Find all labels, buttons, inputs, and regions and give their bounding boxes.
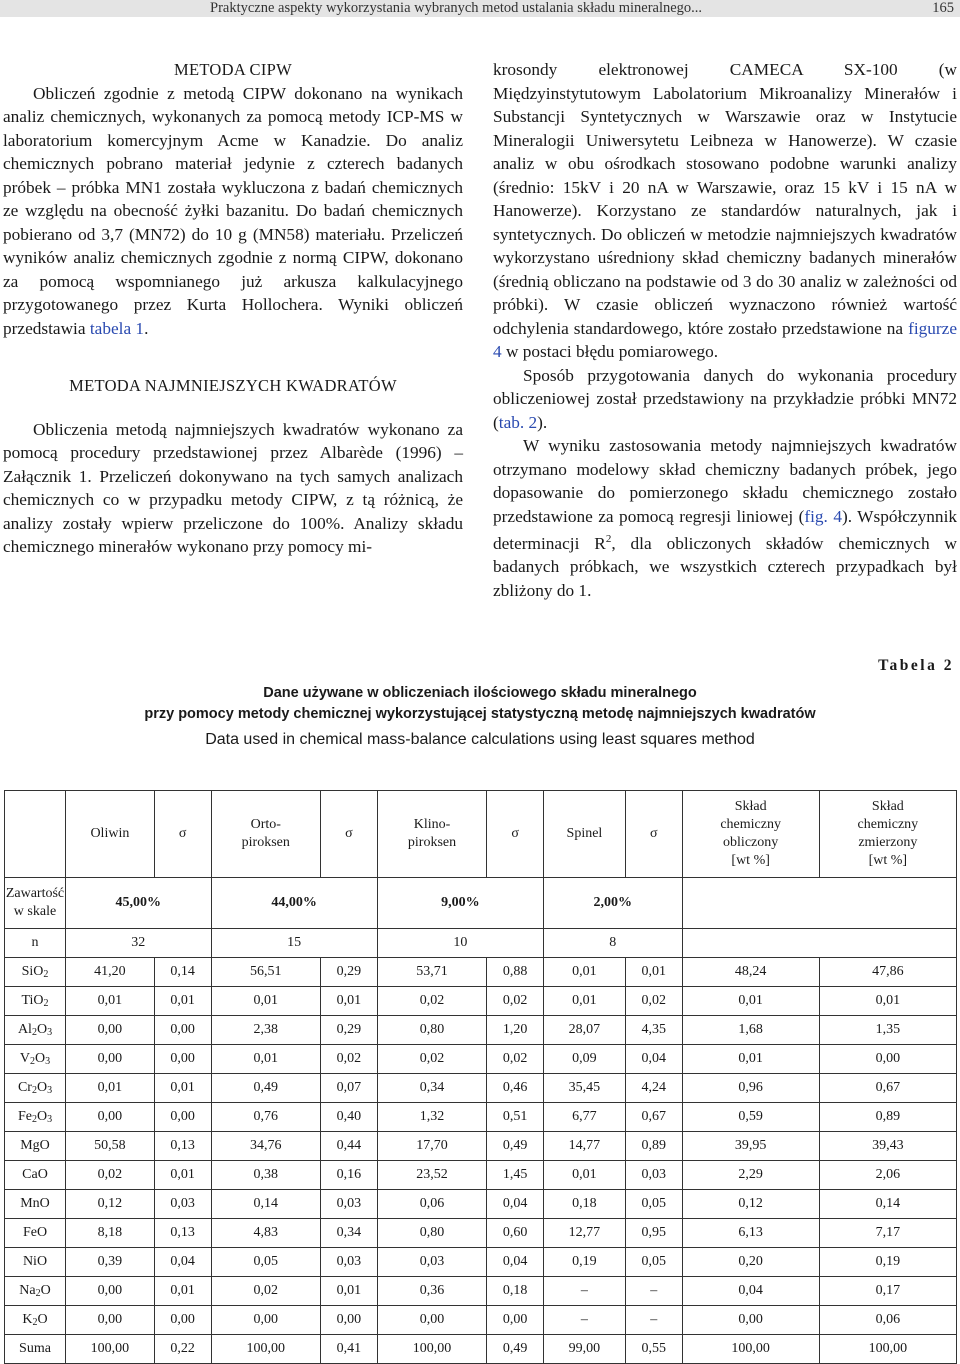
n-cell: 15 xyxy=(211,929,377,958)
mineral-content-cell: 44,00% xyxy=(211,878,377,929)
column-header: Oliwin xyxy=(66,791,155,878)
table-cell: 0,03 xyxy=(321,1248,378,1277)
table-cell: 0,19 xyxy=(544,1248,626,1277)
table-row xyxy=(5,1016,957,1045)
table-cell: 0,17 xyxy=(819,1277,956,1306)
table-cell: 17,70 xyxy=(377,1132,487,1161)
table-cell: 1,45 xyxy=(487,1161,544,1190)
table-cell: 14,77 xyxy=(544,1132,626,1161)
paragraph-text: krosondy elektronowej CAMECA SX-100 (w Międzyinstytutowym Labolatorium Mikroanalizy Minerałów i Substancji Syntetycznych w Warszawie oraz w Instytucie Mineralogii Uniwersytetu Leibneza w Hanowerze). W czasie analiz w obu ośrodkach stosowano podobne warunki analizy (średnio: 15kV i 20 nA w Warszawie, oraz 15 kV i 15 nA w Hanowerze). Korzystano ze standardów naturalnych, jak i syntetycznych. Do obliczeń w metodzie najmniejszych kwadratów wykorzystano uśredniony skład chemiczny badanych minerałów (średnią obliczano na podstawie od 3 do 30 analiz w zależności od próbki). W czasie obliczeń wyznaczono również wartość odchylenia standardowego, które zostało przedstawione na xyxy=(493,60,957,338)
figure-4-link[interactable]: figurze 4 xyxy=(493,318,957,361)
table-cell: 0,67 xyxy=(625,1103,682,1132)
column-header: σ xyxy=(154,791,211,878)
column-header: σ xyxy=(487,791,544,878)
table-cell: 50,58 xyxy=(66,1132,155,1161)
empty-cell xyxy=(682,878,956,929)
table-cell: – xyxy=(544,1306,626,1335)
table-cell: 0,89 xyxy=(625,1132,682,1161)
paragraph-microprobe xyxy=(493,58,957,364)
table-row xyxy=(5,1277,957,1306)
page-number: 165 xyxy=(932,0,954,16)
table-cell: 0,00 xyxy=(154,1103,211,1132)
table-cell: – xyxy=(625,1277,682,1306)
table-cell: 0,88 xyxy=(487,958,544,987)
row-label: n xyxy=(5,929,66,958)
table-cell: 100,00 xyxy=(211,1335,321,1364)
table-cell: 0,12 xyxy=(682,1190,819,1219)
n-cell: 10 xyxy=(377,929,543,958)
table-row xyxy=(5,1190,957,1219)
data-table xyxy=(4,790,957,1364)
row-label: FeO xyxy=(5,1219,66,1248)
table-cell: 0,02 xyxy=(487,987,544,1016)
table-cell: 0,01 xyxy=(819,987,956,1016)
table-cell: 1,35 xyxy=(819,1016,956,1045)
column-header: σ xyxy=(625,791,682,878)
table-row xyxy=(5,987,957,1016)
right-column xyxy=(493,58,957,602)
table-row xyxy=(5,1161,957,1190)
table-cell: 0,12 xyxy=(66,1190,155,1219)
table-cell: 6,77 xyxy=(544,1103,626,1132)
table-cell: 0,01 xyxy=(66,1074,155,1103)
table-cell: 0,01 xyxy=(154,1074,211,1103)
table-row xyxy=(5,1045,957,1074)
table-cell: 2,06 xyxy=(819,1161,956,1190)
superscript: 2 xyxy=(605,533,612,545)
table-cell: 0,14 xyxy=(211,1190,321,1219)
table-cell: 41,20 xyxy=(66,958,155,987)
empty-cell xyxy=(682,929,956,958)
table-cell: 0,00 xyxy=(66,1045,155,1074)
table-cell: 0,02 xyxy=(625,987,682,1016)
table-header-row xyxy=(5,791,957,878)
table-cell: 0,46 xyxy=(487,1074,544,1103)
table-cell: 0,03 xyxy=(625,1161,682,1190)
table-cell: 0,04 xyxy=(487,1248,544,1277)
table-cell: 0,04 xyxy=(154,1248,211,1277)
row-label: TiO$_2$ xyxy=(5,987,66,1016)
table-2-link[interactable]: tab. 2 xyxy=(498,412,538,432)
table-cell: 100,00 xyxy=(819,1335,956,1364)
section-heading-least-squares: METODA NAJMNIEJSZYCH KWADRATÓW xyxy=(69,376,397,395)
table-cell: 0,29 xyxy=(321,1016,378,1045)
table-cell: 0,00 xyxy=(154,1306,211,1335)
table-cell: 0,05 xyxy=(625,1248,682,1277)
table-cell: 48,24 xyxy=(682,958,819,987)
table-cell: 0,34 xyxy=(377,1074,487,1103)
row-label: NiO xyxy=(5,1248,66,1277)
table-cell: 4,24 xyxy=(625,1074,682,1103)
table-cell: 0,06 xyxy=(377,1190,487,1219)
table-cell: 0,00 xyxy=(682,1306,819,1335)
table-row xyxy=(5,1132,957,1161)
row-label: $K_2O$ xyxy=(5,1306,66,1335)
table-cell: 0,02 xyxy=(377,1045,487,1074)
table-cell: 47,86 xyxy=(819,958,956,987)
table-cell: 0,00 xyxy=(487,1306,544,1335)
table-cell: 0,19 xyxy=(819,1248,956,1277)
table-cell: – xyxy=(625,1306,682,1335)
paragraph-text: ). Współczynnik determinacji R xyxy=(493,506,958,553)
table-cell: 2,29 xyxy=(682,1161,819,1190)
table-cell: 100,00 xyxy=(66,1335,155,1364)
column-header: Klino- piroksen xyxy=(377,791,487,878)
table-cell: 0,89 xyxy=(819,1103,956,1132)
paragraph-text: ). xyxy=(537,412,548,432)
table-cell: 0,49 xyxy=(487,1132,544,1161)
table-cell: 56,51 xyxy=(211,958,321,987)
table-cell: 0,59 xyxy=(682,1103,819,1132)
column-header xyxy=(5,791,66,878)
table-cell: 0,38 xyxy=(211,1161,321,1190)
row-label: $Fe_2O_3$ xyxy=(5,1103,66,1132)
row-label: $Cr_2O_3$ xyxy=(5,1074,66,1103)
table-cell: 0,14 xyxy=(154,958,211,987)
table-cell: 0,13 xyxy=(154,1219,211,1248)
table-cell: 0,01 xyxy=(682,1045,819,1074)
table-cell: 0,00 xyxy=(66,1306,155,1335)
table-cell: 0,00 xyxy=(66,1103,155,1132)
paragraph-least-squares: Obliczenia metodą najmniejszych kwadratów wykonano za pomocą procedury przedstawionej przez Albarède (1996) – Załącznik 1. Przeliczeń dokonywano na tych samych analizach chemicznych co w przypadku metody CIPW, z tą różnicą, że analizy zostały wpierw przeliczone do 100%. Analizy składu chemicznego minerałów wykonano przy pomocy mi- xyxy=(3,419,463,556)
table-cell: 0,95 xyxy=(625,1219,682,1248)
table-row xyxy=(5,1103,957,1132)
table-cell: 0,02 xyxy=(487,1045,544,1074)
table-cell: 0,06 xyxy=(819,1306,956,1335)
table-cell: 0,41 xyxy=(321,1335,378,1364)
table-cell: 0,00 xyxy=(211,1306,321,1335)
table-cell: 8,18 xyxy=(66,1219,155,1248)
table-caption-line2: przy pomocy metody chemicznej wykorzystującej statystyczną metodę najmniejszych kwadratów xyxy=(144,706,816,722)
table-cell: 4,35 xyxy=(625,1016,682,1045)
table-cell: 0,34 xyxy=(321,1219,378,1248)
table-cell: 0,00 xyxy=(66,1277,155,1306)
table-row xyxy=(5,1248,957,1277)
table-cell: 0,01 xyxy=(682,987,819,1016)
table-cell: 35,45 xyxy=(544,1074,626,1103)
row-label: MnO xyxy=(5,1190,66,1219)
table-cell: 28,07 xyxy=(544,1016,626,1045)
table-cell: 0,76 xyxy=(211,1103,321,1132)
table-cell: 0,01 xyxy=(321,1277,378,1306)
paragraph-text: w postaci błędu pomiarowego. xyxy=(501,342,719,361)
table-1-link[interactable]: tabela 1 xyxy=(89,318,145,338)
table-cell: 0,01 xyxy=(544,987,626,1016)
table-row xyxy=(5,958,957,987)
table-cell: 0,02 xyxy=(211,1277,321,1306)
table-cell: 0,80 xyxy=(377,1219,487,1248)
table-row-content xyxy=(5,878,957,929)
table-cell: 0,03 xyxy=(377,1248,487,1277)
table-cell: 0,02 xyxy=(66,1161,155,1190)
paragraph-text: , dla obliczonych składów chemicznych w badanych próbkach, we wszystkich czterech przypadkach był zbliżony do 1. xyxy=(493,533,957,600)
table-cell: 1,20 xyxy=(487,1016,544,1045)
paragraph-data-prep xyxy=(493,364,957,435)
table-cell: 0,00 xyxy=(154,1016,211,1045)
running-header-title: Praktyczne aspekty wykorzystania wybranych metod ustalania składu mineralnego... xyxy=(210,0,703,16)
paragraph-text: . xyxy=(144,318,149,338)
table-cell: 0,07 xyxy=(321,1074,378,1103)
table-cell: 0,00 xyxy=(321,1306,378,1335)
table-cell: 0,02 xyxy=(377,987,487,1016)
table-cell: 0,01 xyxy=(154,1277,211,1306)
table-cell: 0,49 xyxy=(487,1335,544,1364)
table-cell: 0,03 xyxy=(321,1190,378,1219)
paragraph-text: W wyniku zastosowania metody najmniejszych kwadratów otrzymano modelowy skład chemiczny badanych próbek, jego dopasowanie do pomierzonego składu chemicznego zostało przedstawione za pomocą regresji liniowej ( xyxy=(493,436,957,526)
table-cell: 0,18 xyxy=(487,1277,544,1306)
table-cell: 0,49 xyxy=(211,1074,321,1103)
left-column xyxy=(3,58,463,559)
row-label: Zawartość w skale xyxy=(5,878,66,929)
table-cell: 6,13 xyxy=(682,1219,819,1248)
table-row xyxy=(5,1219,957,1248)
column-header: Skład chemiczny zmierzony [wt %] xyxy=(819,791,956,878)
row-label: $V_2O_3$ xyxy=(5,1045,66,1074)
table-cell: 0,80 xyxy=(377,1016,487,1045)
table-cell: 0,14 xyxy=(819,1190,956,1219)
table-cell: 53,71 xyxy=(377,958,487,987)
mineral-content-cell: 2,00% xyxy=(544,878,683,929)
table-cell: 0,01 xyxy=(211,987,321,1016)
table-cell: 7,17 xyxy=(819,1219,956,1248)
table-cell: 0,04 xyxy=(682,1277,819,1306)
table-cell: 99,00 xyxy=(544,1335,626,1364)
table-cell: 0,00 xyxy=(154,1045,211,1074)
table-cell: – xyxy=(544,1277,626,1306)
row-label: CaO xyxy=(5,1161,66,1190)
table-cell: 34,76 xyxy=(211,1132,321,1161)
table-cell: 0,60 xyxy=(487,1219,544,1248)
table-cell: 0,00 xyxy=(66,1016,155,1045)
table-cell: 39,95 xyxy=(682,1132,819,1161)
column-header: Spinel xyxy=(544,791,626,878)
row-label: $Al_2O_3$ xyxy=(5,1016,66,1045)
table-cell: 0,01 xyxy=(154,1161,211,1190)
table-cell: 1,32 xyxy=(377,1103,487,1132)
table-cell: 0,00 xyxy=(819,1045,956,1074)
n-cell: 8 xyxy=(544,929,683,958)
table-cell: 39,43 xyxy=(819,1132,956,1161)
table-cell: 0,67 xyxy=(819,1074,956,1103)
table-cell: 0,51 xyxy=(487,1103,544,1132)
fig-4-link[interactable]: fig. 4 xyxy=(804,506,842,526)
table-cell: 0,39 xyxy=(66,1248,155,1277)
table-cell: 100,00 xyxy=(682,1335,819,1364)
table-row xyxy=(5,1306,957,1335)
table-cell: 0,05 xyxy=(625,1190,682,1219)
table-cell: 4,83 xyxy=(211,1219,321,1248)
n-cell: 32 xyxy=(66,929,212,958)
table-cell: 0,36 xyxy=(377,1277,487,1306)
table-cell: 0,09 xyxy=(544,1045,626,1074)
table-row xyxy=(5,1074,957,1103)
column-header: Skład chemiczny obliczony [wt %] xyxy=(682,791,819,878)
row-label: $Na_2O$ xyxy=(5,1277,66,1306)
table-caption-line1: Dane używane w obliczeniach ilościowego składu mineralnego xyxy=(263,685,697,701)
table-cell: 0,20 xyxy=(682,1248,819,1277)
mineral-content-cell: 9,00% xyxy=(377,878,543,929)
section-heading-cipw: METODA CIPW xyxy=(173,60,293,79)
table-cell: 100,00 xyxy=(377,1335,487,1364)
column-header: σ xyxy=(321,791,378,878)
table-cell: 0,18 xyxy=(544,1190,626,1219)
table-caption-english: Data used in chemical mass-balance calculations using least squares method xyxy=(205,731,755,748)
table-cell: 2,38 xyxy=(211,1016,321,1045)
table-cell: 0,40 xyxy=(321,1103,378,1132)
table-label: Tabela 2 xyxy=(878,657,954,674)
table-cell: 12,77 xyxy=(544,1219,626,1248)
table-cell: 0,05 xyxy=(211,1248,321,1277)
paragraph-text: Sposób przygotowania danych do wykonania procedury obliczeniowej został przedstawiony na przykładzie próbki MN72 ( xyxy=(493,365,957,432)
mineral-content-cell: 45,00% xyxy=(66,878,212,929)
table-cell: 0,00 xyxy=(377,1306,487,1335)
table-cell: 0,01 xyxy=(321,987,378,1016)
table-cell: 0,02 xyxy=(321,1045,378,1074)
table-cell: 0,01 xyxy=(544,958,626,987)
table-cell: 0,01 xyxy=(211,1045,321,1074)
table-cell: 0,16 xyxy=(321,1161,378,1190)
table-cell: 0,04 xyxy=(625,1045,682,1074)
row-label: MgO xyxy=(5,1132,66,1161)
table-row xyxy=(5,1335,957,1364)
row-label: Suma xyxy=(5,1335,66,1364)
table-cell: 0,03 xyxy=(154,1190,211,1219)
table-cell: 0,44 xyxy=(321,1132,378,1161)
table-cell: 23,52 xyxy=(377,1161,487,1190)
table-cell: 0,55 xyxy=(625,1335,682,1364)
table-cell: 0,29 xyxy=(321,958,378,987)
column-header: Orto- piroksen xyxy=(211,791,321,878)
table-cell: 0,04 xyxy=(487,1190,544,1219)
table-cell: 0,13 xyxy=(154,1132,211,1161)
table-cell: 0,01 xyxy=(625,958,682,987)
row-label: SiO$_2$ xyxy=(5,958,66,987)
table-cell: 1,68 xyxy=(682,1016,819,1045)
paragraph-results xyxy=(493,434,957,602)
table-cell: 0,22 xyxy=(154,1335,211,1364)
table-cell: 0,01 xyxy=(154,987,211,1016)
paragraph-text: Obliczeń zgodnie z metodą CIPW dokonano na wynikach analiz chemicznych, wykonanych za pomocą metody ICP-MS w laboratorium komercyjnym Acme w Kanadzie. Do analiz chemicznych pobrano materiał jedynie z czterech badanych próbek – próbka MN1 została wykluczona z badań chemicznych ze względu na obecność żyłki bazanitu. Do badań chemicznych pobierano od 3,7 (MN72) do 10 g (MN58) materiału. Przeliczeń wyników analiz chemicznych zgodnie z normą CIPW, dokonano za pomocą wspomnianego już arkusza kalkulacyjnego przygotowanego przez Kurta Hollochera. Wyniki obliczeń przedstawia xyxy=(3,83,463,338)
table-cell: 0,96 xyxy=(682,1074,819,1103)
table-cell: 0,01 xyxy=(66,987,155,1016)
table-cell: 0,01 xyxy=(544,1161,626,1190)
paragraph-cipw xyxy=(3,82,463,341)
table-row-n xyxy=(5,929,957,958)
